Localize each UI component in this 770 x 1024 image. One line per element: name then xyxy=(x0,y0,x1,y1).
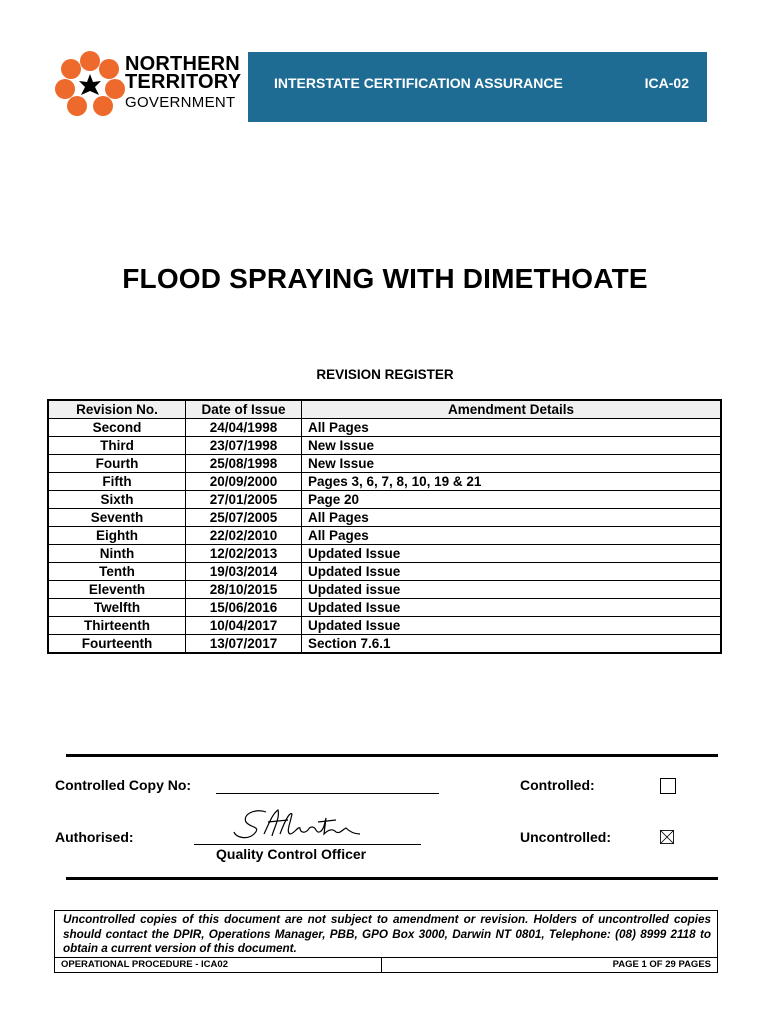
table-row xyxy=(48,527,721,545)
controlled-checkbox[interactable] xyxy=(660,778,676,794)
table-row xyxy=(48,509,721,527)
amendment-cell: All Pages xyxy=(302,509,722,527)
header-code: ICA-02 xyxy=(644,75,689,91)
signature-image xyxy=(228,804,378,844)
amendment-cell: Updated Issue xyxy=(302,599,722,617)
revision-cell: Fourth xyxy=(48,455,186,473)
nt-government-logo xyxy=(55,50,245,120)
logo-line-northern: NORTHERN xyxy=(125,53,240,75)
amendment-cell: Updated issue xyxy=(302,581,722,599)
revision-register-table xyxy=(47,399,722,654)
controlled-label: Controlled: xyxy=(520,777,595,793)
footer-bar xyxy=(55,957,717,972)
amendment-cell: Updated Issue xyxy=(302,617,722,635)
date-cell: 25/07/2005 xyxy=(186,509,302,527)
nt-sun-emblem-icon xyxy=(55,50,125,120)
table-row xyxy=(48,437,721,455)
date-cell: 12/02/2013 xyxy=(186,545,302,563)
footer-page-number: PAGE 1 OF 29 PAGES xyxy=(612,958,711,970)
logo-wordmark xyxy=(125,55,241,91)
amendment-cell: Page 20 xyxy=(302,491,722,509)
revision-cell: Fourteenth xyxy=(48,635,186,654)
revision-cell: Tenth xyxy=(48,563,186,581)
revision-cell: Ninth xyxy=(48,545,186,563)
revision-cell: Thirteenth xyxy=(48,617,186,635)
divider-top xyxy=(66,754,718,757)
amendment-cell: New Issue xyxy=(302,437,722,455)
footer-procedure: OPERATIONAL PROCEDURE - ICA02 xyxy=(55,958,382,972)
header-title: INTERSTATE CERTIFICATION ASSURANCE xyxy=(274,75,563,91)
amendment-cell: Section 7.6.1 xyxy=(302,635,722,654)
uncontrolled-copy-notice: Uncontrolled copies of this document are not subject to amendment or revision. Holders of uncontrolled copies should contact the DPIR, Operations Manager, PBB, GPO Box 3000, Darwin NT 0801, Telephone: (08) 8999 2118 to obtain a current version of this document. xyxy=(63,913,711,955)
date-cell: 19/03/2014 xyxy=(186,563,302,581)
divider-bottom xyxy=(66,877,718,880)
date-cell: 25/08/1998 xyxy=(186,455,302,473)
table-row xyxy=(48,599,721,617)
date-cell: 28/10/2015 xyxy=(186,581,302,599)
revision-cell: Second xyxy=(48,419,186,437)
revision-cell: Twelfth xyxy=(48,599,186,617)
controlled-copy-label: Controlled Copy No: xyxy=(55,777,192,793)
logo-line-territory: TERRITORY xyxy=(125,71,242,93)
revision-cell: Eighth xyxy=(48,527,186,545)
amendment-cell: Updated Issue xyxy=(302,563,722,581)
date-cell: 27/01/2005 xyxy=(186,491,302,509)
table-row xyxy=(48,581,721,599)
signature-line xyxy=(194,844,421,845)
table-header-row xyxy=(48,400,721,419)
table-row xyxy=(48,545,721,563)
revision-register-title: REVISION REGISTER xyxy=(316,367,454,382)
date-cell: 23/07/1998 xyxy=(186,437,302,455)
column-header-date: Date of Issue xyxy=(186,400,302,419)
date-cell: 20/09/2000 xyxy=(186,473,302,491)
date-cell: 10/04/2017 xyxy=(186,617,302,635)
revision-cell: Eleventh xyxy=(48,581,186,599)
table-row xyxy=(48,455,721,473)
column-header-amendment: Amendment Details xyxy=(302,400,722,419)
date-cell: 15/06/2016 xyxy=(186,599,302,617)
amendment-cell: Pages 3, 6, 7, 8, 10, 19 & 21 xyxy=(302,473,722,491)
revision-cell: Sixth xyxy=(48,491,186,509)
date-cell: 22/02/2010 xyxy=(186,527,302,545)
uncontrolled-label: Uncontrolled: xyxy=(520,829,611,845)
date-cell: 13/07/2017 xyxy=(186,635,302,654)
controlled-copy-line xyxy=(216,793,439,794)
authorised-label: Authorised: xyxy=(55,829,134,845)
table-row xyxy=(48,419,721,437)
revision-register-body xyxy=(48,419,721,654)
logo-line-government: GOVERNMENT xyxy=(125,94,236,111)
revision-cell: Seventh xyxy=(48,509,186,527)
footer-box xyxy=(54,910,718,973)
uncontrolled-checkbox-checked-icon[interactable] xyxy=(660,830,674,844)
table-row xyxy=(48,617,721,635)
table-row xyxy=(48,473,721,491)
amendment-cell: New Issue xyxy=(302,455,722,473)
table-row xyxy=(48,563,721,581)
signatory-title: Quality Control Officer xyxy=(216,846,367,862)
revision-cell: Fifth xyxy=(48,473,186,491)
amendment-cell: All Pages xyxy=(302,527,722,545)
table-row xyxy=(48,491,721,509)
amendment-cell: All Pages xyxy=(302,419,722,437)
date-cell: 24/04/1998 xyxy=(186,419,302,437)
document-title: FLOOD SPRAYING WITH DIMETHOATE xyxy=(122,263,648,294)
table-row xyxy=(48,635,721,654)
column-header-revision: Revision No. xyxy=(48,400,186,419)
revision-cell: Third xyxy=(48,437,186,455)
header-banner xyxy=(248,52,707,122)
amendment-cell: Updated Issue xyxy=(302,545,722,563)
